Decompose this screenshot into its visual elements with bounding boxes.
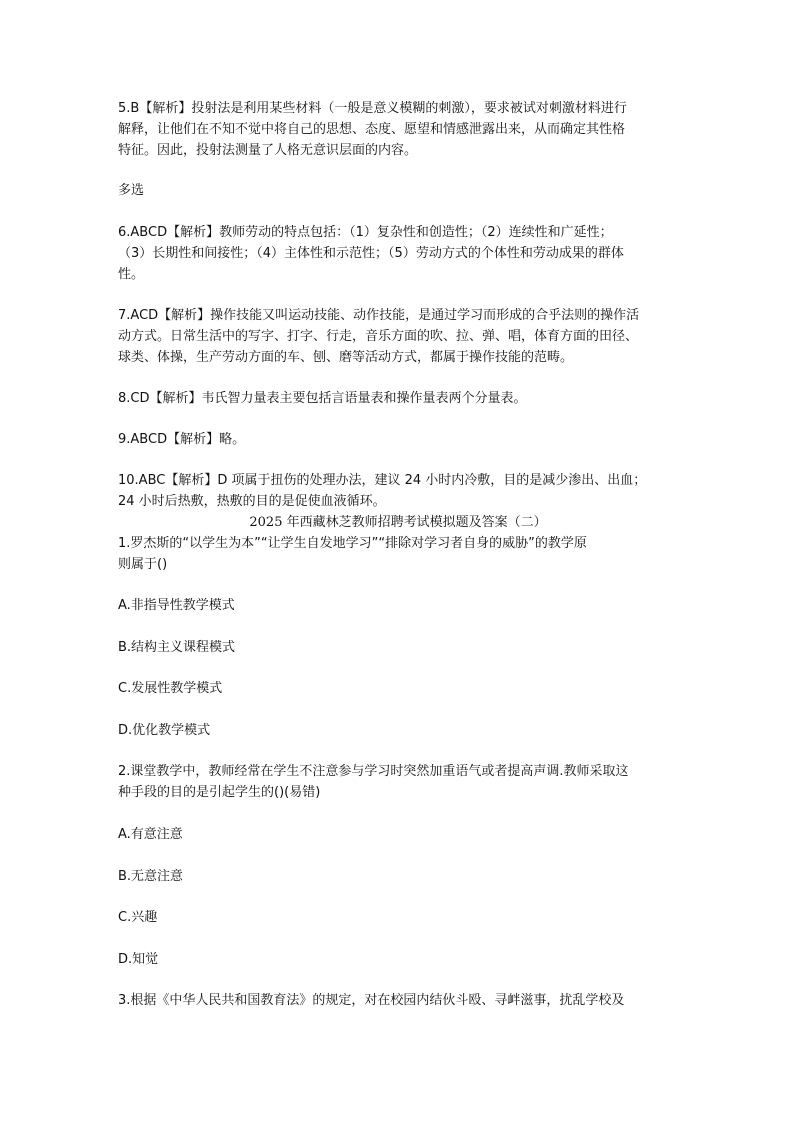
answer-6-line-1: 6.ABCD【解析】教师劳动的特点包括：（1）复杂性和创造性；（2）连续性和广延性； [118, 225, 613, 240]
question-1-option-d: D.优化教学模式 [118, 723, 211, 738]
answer-6-line-3: 性。 [118, 267, 145, 282]
answer-8: 8.CD【解析】韦氏智力量表主要包括言语量表和操作量表两个分量表。 [118, 391, 527, 406]
answer-5-line-2: 解释，让他们在不知不觉中将自己的思想、态度、愿望和情感泄露出来，从而确定其性格 [118, 122, 626, 137]
question-2-option-c: C.兴趣 [118, 910, 158, 925]
answer-5-line-3: 特征。因此，投射法测量了人格无意识层面的内容。 [118, 143, 418, 158]
answer-7-line-3: 球类、体操，生产劳动方面的车、刨、磨等活动方式，都属于操作技能的范畴。 [118, 350, 574, 365]
answer-6-line-2: （3）长期性和间接性；（4）主体性和示范性；（5）劳动方式的个体性和劳动成果的群体 [118, 246, 624, 261]
answer-9: 9.ABCD【解析】略。 [118, 432, 246, 447]
question-2-stem-line-2: 种手段的目的是引起学生的()(易错) [118, 785, 321, 800]
exam-title: 2025 年西藏林芝教师招聘考试模拟题及答案（二） [249, 515, 547, 530]
question-1-option-a: A.非指导性教学模式 [118, 598, 235, 613]
answer-7-line-2: 动方式。日常生活中的写字、打字、行走，音乐方面的吹、拉、弹、唱，体育方面的田径、 [118, 329, 639, 344]
question-2-option-a: A.有意注意 [118, 827, 183, 842]
section-heading-multiple-choice: 多选 [118, 183, 145, 198]
question-3-stem-line-1: 3.根据《中华人民共和国教育法》的规定，对在校园内结伙斗殴、寻衅滋事，扰乱学校及 [118, 993, 625, 1008]
question-1-stem-line-2: 则属于() [118, 557, 168, 572]
question-1-option-c: C.发展性教学模式 [118, 681, 223, 696]
answer-5-line-1: 5.B【解析】投射法是利用某些材料（一般是意义模糊的刺激），要求被试对刺激材料进行 [118, 101, 627, 116]
question-1-option-b: B.结构主义课程模式 [118, 640, 236, 655]
answer-10-line-2: 24 小时后热敷，热敷的目的是促使血液循环。 [118, 494, 386, 509]
answer-7-line-1: 7.ACD【解析】操作技能又叫运动技能、动作技能，是通过学习而形成的合乎法则的操作活 [118, 308, 640, 323]
question-1-stem-line-1: 1.罗杰斯的“以学生为本”“让学生自发地学习”“排除对学习者自身的威胁”的教学原 [118, 536, 587, 551]
question-2-option-d: D.知觉 [118, 952, 159, 967]
answer-10-line-1: 10.ABC【解析】D 项属于扭伤的处理办法，建议 24 小时内冷敷，目的是减少渗出、出血； [118, 473, 647, 488]
question-2-option-b: B.无意注意 [118, 869, 184, 884]
question-2-stem-line-1: 2.课堂教学中，教师经常在学生不注意参与学习时突然加重语气或者提高声调.教师采取这 [118, 764, 629, 779]
